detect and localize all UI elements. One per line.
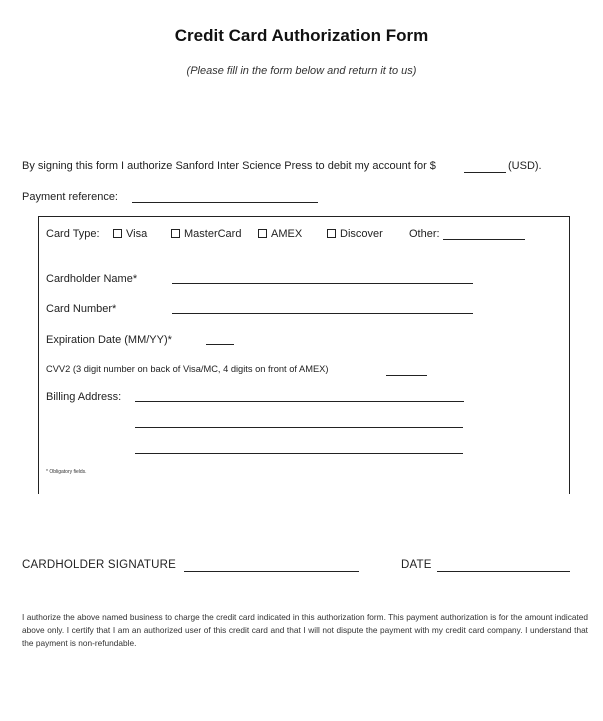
- form-box-left-border: [38, 216, 39, 494]
- currency-label: (USD).: [508, 160, 542, 172]
- legal-disclaimer: I authorize the above named business to charge the credit card indicated in this authorization form. This payment authorization is for the amount indicated above only. I certify that I am an authorized user of this credit card and that I will not dispute the payment with my credit card company. I understand that the payment is non-refundable.: [22, 612, 588, 648]
- authorization-text: By signing this form I authorize Sanford Inter Science Press to debit my account for $: [22, 160, 436, 172]
- expiration-date-label: Expiration Date (MM/YY)*: [46, 334, 172, 346]
- billing-address-label: Billing Address:: [46, 391, 122, 403]
- card-number-label: Card Number*: [46, 303, 117, 315]
- card-type-label: Card Type:: [46, 228, 100, 240]
- visa-label: Visa: [126, 228, 148, 240]
- discover-label: Discover: [340, 228, 383, 240]
- page-subtitle: (Please fill in the form below and return it to us): [186, 65, 417, 77]
- card-number-field[interactable]: [172, 313, 473, 314]
- cardholder-name-label: Cardholder Name*: [46, 273, 138, 285]
- visa-checkbox[interactable]: [113, 229, 122, 238]
- discover-checkbox[interactable]: [327, 229, 336, 238]
- cardholder-signature-field[interactable]: [184, 571, 359, 572]
- cardholder-name-field[interactable]: [172, 283, 473, 284]
- payment-reference-label: Payment reference:: [22, 191, 118, 203]
- date-field[interactable]: [437, 571, 570, 572]
- obligatory-fields-note: * Obligatory fields.: [46, 469, 87, 475]
- billing-address-line-2[interactable]: [135, 427, 463, 428]
- billing-address-line-1[interactable]: [135, 401, 464, 402]
- cardholder-signature-label: CARDHOLDER SIGNATURE: [22, 559, 176, 571]
- cvv2-field[interactable]: [386, 375, 427, 376]
- expiration-date-field[interactable]: [206, 344, 234, 345]
- other-field[interactable]: [443, 239, 525, 240]
- page-title: Credit Card Authorization Form: [174, 26, 429, 45]
- card-type-option-discover[interactable]: [327, 228, 383, 240]
- card-type-option-amex[interactable]: [258, 228, 302, 240]
- date-label: DATE: [401, 559, 432, 571]
- card-type-option-mastercard[interactable]: [171, 228, 241, 240]
- cvv2-label: CVV2 (3 digit number on back of Visa/MC, 4 digits on front of AMEX): [46, 364, 329, 374]
- payment-reference-field[interactable]: [132, 202, 318, 203]
- form-box-right-border: [569, 216, 570, 494]
- card-type-option-visa[interactable]: [113, 228, 147, 240]
- amount-field[interactable]: [464, 172, 506, 173]
- form-box-top-border: [38, 216, 570, 217]
- mastercard-label: MasterCard: [184, 228, 242, 240]
- mastercard-checkbox[interactable]: [171, 229, 180, 238]
- amex-label: AMEX: [271, 228, 303, 240]
- billing-address-line-3[interactable]: [135, 453, 463, 454]
- other-label: Other:: [409, 228, 440, 240]
- amex-checkbox[interactable]: [258, 229, 267, 238]
